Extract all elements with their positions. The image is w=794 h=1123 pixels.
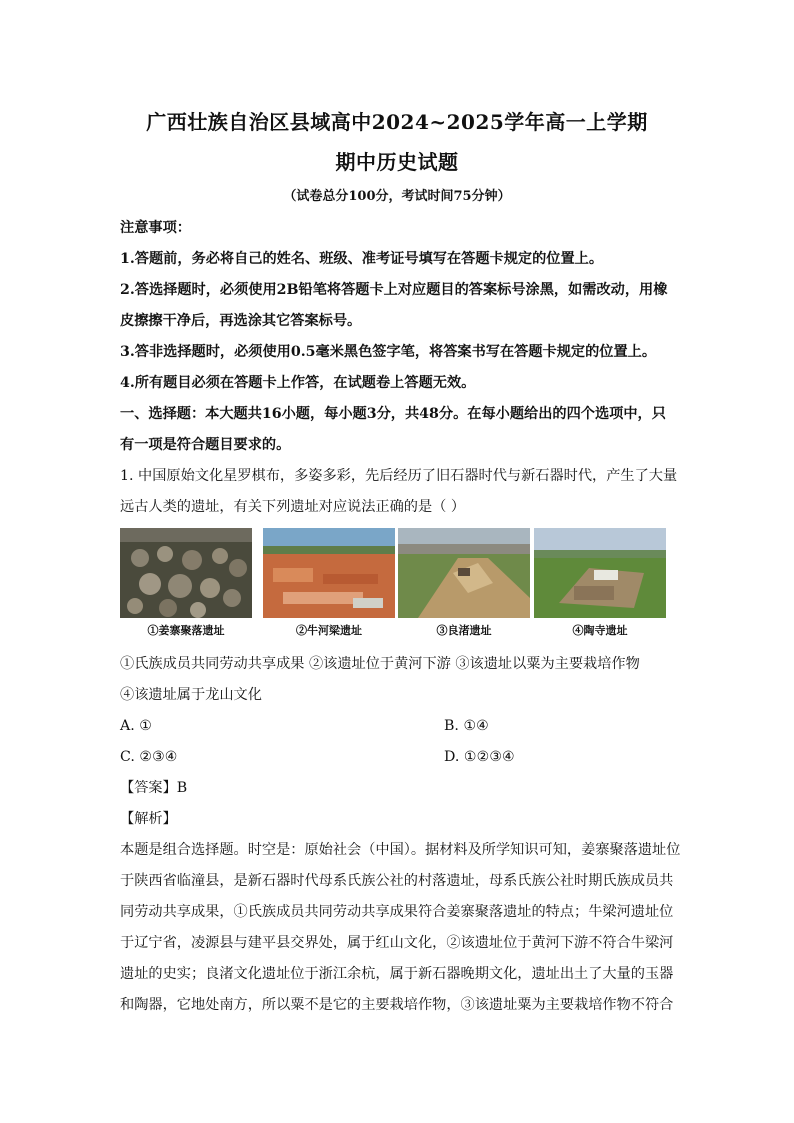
photo-jiangzhai-site xyxy=(120,528,252,618)
notice-item-4: 4.所有题目必须在答题卡上作答，在试题卷上答题无效。 xyxy=(120,375,476,391)
option-d: D. ①②③④ xyxy=(444,749,515,765)
site-photos xyxy=(120,528,672,638)
option-c: C. ②③④ xyxy=(120,749,178,765)
photo-taosi-site xyxy=(534,528,666,618)
question-1-stem-line2: 远古人类的遗址，有关下列遗址对应说法正确的是（ ） xyxy=(120,499,466,515)
notice-item-1: 1.答题前，务必将自己的姓名、班级、准考证号填写在答题卡规定的位置上。 xyxy=(120,251,604,267)
answer-label: 【答案】B xyxy=(120,780,188,796)
photo-caption-2: ②牛河梁遗址 xyxy=(296,624,362,637)
section-heading-line2: 有一项是符合题目要求的。 xyxy=(120,437,291,453)
analysis-line: 同劳动共享成果，①氏族成员共同劳动共享成果符合姜寨聚落遗址的特点；牛梁河遗址位 xyxy=(120,904,674,920)
option-b: B. ①④ xyxy=(444,718,489,734)
photo-caption-1: ①姜寨聚落遗址 xyxy=(147,624,225,637)
analysis-line: 本题是组合选择题。时空是：原始社会（中国）。据材料及所学知识可知，姜寨聚落遗址位 xyxy=(120,842,680,858)
analysis-line: 遗址的史实；良渚文化遗址位于浙江余杭，属于新石器晚期文化，遗址出土了大量的玉器 xyxy=(120,966,674,982)
exam-title-line2: 期中历史试题 xyxy=(335,150,459,174)
photo-liangzhu-site xyxy=(398,528,530,618)
analysis-line: 于辽宁省，凌源县与建平县交界处，属于红山文化，②该遗址位于黄河下游不符合牛梁河 xyxy=(120,935,674,951)
analysis-heading: 【解析】 xyxy=(120,811,177,827)
photo-caption-4: ④陶寺遗址 xyxy=(572,624,628,637)
exam-title-line1: 广西壮族自治区县域高中2024~2025学年高一上学期 xyxy=(146,110,648,134)
notice-item-2b: 皮擦擦干净后，再选涂其它答案标号。 xyxy=(120,313,362,329)
statements-line2: ④该遗址属于龙山文化 xyxy=(120,687,262,703)
option-a: A. ① xyxy=(120,718,152,734)
question-1-stem-line1: 1. 中国原始文化星罗棋布，多姿多彩，先后经历了旧石器时代与新石器时代，产生了大量 xyxy=(120,468,678,484)
exam-subtitle: （试卷总分100分，考试时间75分钟） xyxy=(283,189,511,204)
photo-caption-3: ③良渚遗址 xyxy=(436,624,492,637)
analysis-line: 于陕西省临潼县，是新石器时代母系氏族公社的村落遗址，母系氏族公社时期氏族成员共 xyxy=(120,873,674,889)
statements-line1: ①氏族成员共同劳动共享成果 ②该遗址位于黄河下游 ③该遗址以粟为主要栽培作物 xyxy=(120,656,640,672)
notice-item-2a: 2.答选择题时，必须使用2B铅笔将答题卡上对应题目的答案标号涂黑，如需改动，用橡 xyxy=(120,282,668,298)
analysis-line: 和陶器，它地处南方，所以粟不是它的主要栽培作物，③该遗址粟为主要栽培作物不符合 xyxy=(120,997,674,1013)
notice-heading: 注意事项： xyxy=(120,220,191,236)
section-heading-line1: 一、选择题：本大题共16小题，每小题3分，共48分。在每小题给出的四个选项中，只 xyxy=(120,406,666,422)
notice-item-3: 3.答非选择题时，必须使用0.5毫米黑色签字笔，将答案书写在答题卡规定的位置上。 xyxy=(120,344,657,360)
photo-niuheliang-site xyxy=(263,528,395,618)
